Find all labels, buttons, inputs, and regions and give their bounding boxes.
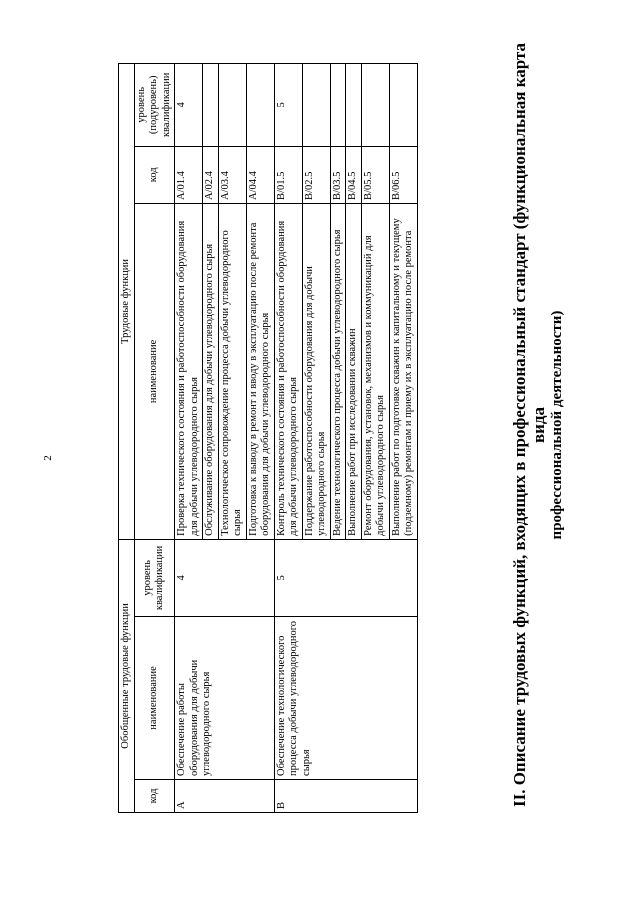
page-number: 2 [41,455,54,461]
generalized-name: Обеспечение технологического процесса добычи углеводородного сырья [274,616,417,779]
labor-function-code: A/01.4 [175,146,203,203]
header-generalized: Обобщенные трудовые функции [119,539,135,812]
labor-function-name: Ведение технологического процесса добычи углеводородного сырья [330,203,346,539]
labor-function-name: Выполнение работ по подготовке скважин к капитальному и текущему (подземному) ремонтам и приему их в эксплуатацию после ремонта [389,203,417,539]
header-labor-code: код [134,146,175,203]
labor-function-code: A/04.4 [246,146,274,203]
table-row [274,64,302,813]
labor-function-code: B/03.5 [330,146,346,203]
labor-function-name: Проверка технического состояния и работоспособности оборудования для добычи углеводородного сырья [175,203,203,539]
title-line-2: профессиональной деятельности) [549,310,565,540]
section-title [510,35,567,815]
header-labor-name: наименование [134,203,175,539]
labor-function-name: Контроль технического состояния и работоспособности оборудования для добычи углеводородного сырья [274,203,302,539]
functional-map-table [118,63,418,813]
generalized-level: 5 [274,539,417,616]
header-labor: Трудовые функции [119,64,135,540]
labor-function-level: 4 [175,64,203,147]
labor-function-code: A/03.4 [218,146,246,203]
labor-function-code: B/04.5 [346,146,362,203]
labor-function-level [218,64,246,147]
labor-function-level [346,64,362,147]
generalized-name: Обеспечение работы оборудования для добычи углеводородного сырья [175,616,275,779]
labor-function-name: Обслуживание оборудования для добычи углеводородного сырья [203,203,219,539]
labor-function-code: B/02.5 [302,146,330,203]
labor-function-code: A/02.4 [203,146,219,203]
header-level: уровень квалификации [134,539,175,616]
title-line-1: II. Описание трудовых функций, входящих в профессиональный стандарт (функциональная карта вида [510,42,548,808]
labor-function-level [203,64,219,147]
labor-function-code: B/01.5 [274,146,302,203]
labor-function-code: B/06.5 [389,146,417,203]
labor-function-name: Поддержание работоспособности оборудования для добычи углеводородного сырья [302,203,330,539]
labor-function-name: Подготовка к выводу в ремонт и вводу в эксплуатацию после ремонта оборудования для добычи углеводородного сырья [246,203,274,539]
header-name: наименование [134,616,175,779]
generalized-code: A [175,779,275,812]
table-row [175,64,203,813]
generalized-level: 4 [175,539,275,616]
labor-function-code: B/05.5 [361,146,389,203]
labor-function-name: Выполнение работ при исследовании скважин [346,203,362,539]
labor-function-level [361,64,389,147]
labor-function-name: Технологическое сопровождение процесса добычи углеводородного сырья [218,203,246,539]
table-body [175,64,418,813]
labor-function-level [246,64,274,147]
labor-function-name: Ремонт оборудования, установок, механизмов и коммуникаций для добычи углеводородного сырья [361,203,389,539]
header-code: код [134,779,175,812]
generalized-code: B [274,779,417,812]
labor-function-level [330,64,346,147]
labor-function-level: 5 [274,64,302,147]
labor-function-level [389,64,417,147]
header-labor-level: уровень (подуровень) квалификации [134,64,175,147]
labor-function-level [302,64,330,147]
